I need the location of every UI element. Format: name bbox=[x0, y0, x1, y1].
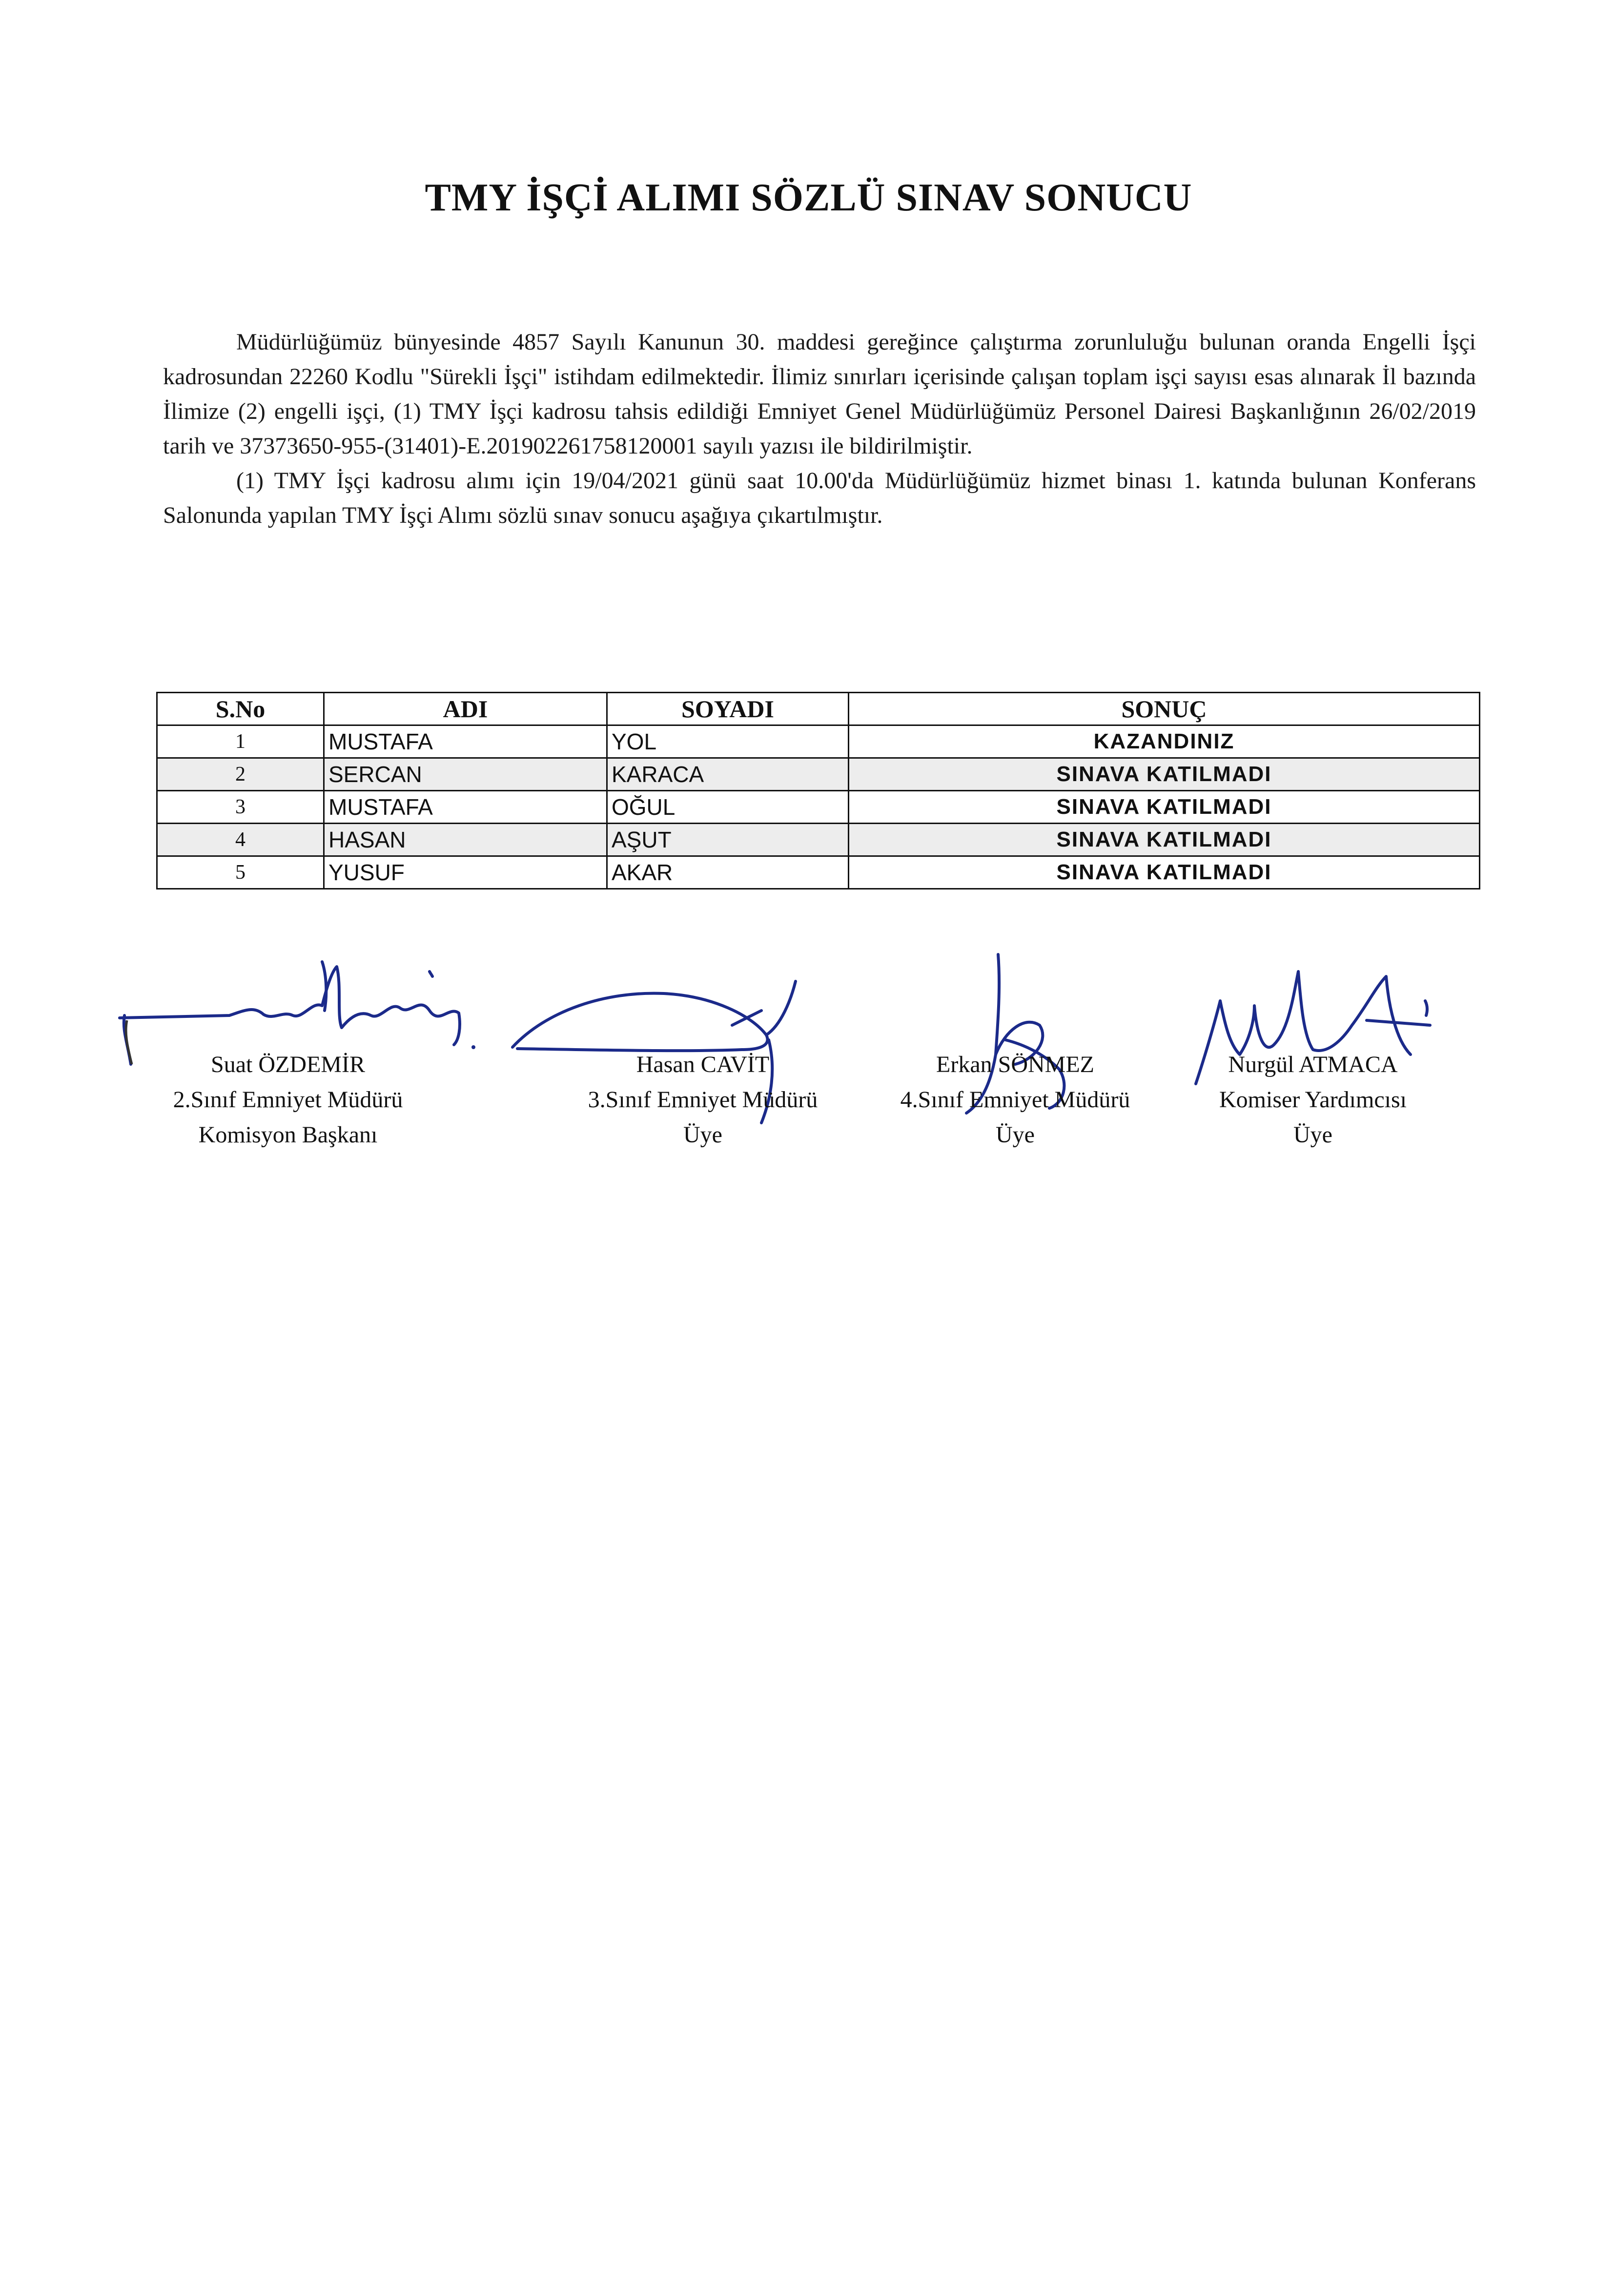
table-row bbox=[157, 791, 1480, 824]
signatory-rank: Komiser Yardımcısı bbox=[1219, 1087, 1407, 1113]
table-row bbox=[157, 824, 1480, 856]
cell-sno: 3 bbox=[157, 791, 324, 824]
signatory-2 bbox=[552, 1047, 854, 1153]
signatory-3 bbox=[864, 1047, 1167, 1153]
signatory-rank: 3.Sınıf Emniyet Müdürü bbox=[588, 1087, 818, 1113]
table-header-row bbox=[157, 693, 1480, 725]
document-body bbox=[163, 325, 1476, 533]
signatory-4 bbox=[1162, 1047, 1464, 1153]
cell-name: HASAN bbox=[324, 824, 607, 856]
cell-result: SINAVA KATILMADI bbox=[849, 824, 1480, 856]
signatory-name: Suat ÖZDEMİR bbox=[211, 1052, 365, 1077]
cell-name: MUSTAFA bbox=[324, 725, 607, 758]
results-table bbox=[156, 692, 1480, 889]
signature-block bbox=[0, 942, 1617, 1177]
cell-name: SERCAN bbox=[324, 758, 607, 791]
cell-surname: KARACA bbox=[607, 758, 849, 791]
signatory-name: Nurgül ATMACA bbox=[1228, 1052, 1398, 1077]
signatory-name: Hasan CAVİT bbox=[636, 1052, 770, 1077]
signature-1 bbox=[120, 967, 460, 1045]
body-paragraph: Müdürlüğümüz bünyesinde 4857 Sayılı Kanunun 30. maddesi gereğince çalıştırma zorunluluğu bulunan oranda Engelli İşçi kadrosundan 22260 Kodlu "Sürekli İşçi" istihdam edilmektedir. İlimiz sınırları içerisinde çalışan toplam işçi sayısı esas alınarak İl bazında İlimize (2) engelli işçi, (1) TMY İşçi kadrosu tahsis edildiği Emniyet Genel Müdürlüğümüz Personel Dairesi Başkanlığının 26/02/2019 tarih ve 37373650-955-(31401)-E.201902261758120001 sayılı yazısı ile bildirilmiştir. bbox=[163, 329, 1476, 459]
signatory-role: Üye bbox=[683, 1122, 722, 1148]
signature-2 bbox=[512, 981, 796, 1051]
cell-result: SINAVA KATILMADI bbox=[849, 791, 1480, 824]
table-row bbox=[157, 856, 1480, 889]
cell-surname: OĞUL bbox=[607, 791, 849, 824]
cell-surname: AKAR bbox=[607, 856, 849, 889]
signatory-name: Erkan SÖNMEZ bbox=[936, 1052, 1094, 1077]
cell-surname: YOL bbox=[607, 725, 849, 758]
cell-sno: 5 bbox=[157, 856, 324, 889]
cell-name: YUSUF bbox=[324, 856, 607, 889]
signatory-rank: 2.Sınıf Emniyet Müdürü bbox=[173, 1087, 403, 1113]
cell-surname: AŞUT bbox=[607, 824, 849, 856]
cell-result: SINAVA KATILMADI bbox=[849, 856, 1480, 889]
cell-sno: 4 bbox=[157, 824, 324, 856]
signatory-rank: 4.Sınıf Emniyet Müdürü bbox=[900, 1087, 1130, 1113]
body-paragraph: (1) TMY İşçi kadrosu alımı için 19/04/2021 günü saat 10.00'da Müdürlüğümüz hizmet binası 1. katında bulunan Konferans Salonunda yapılan TMY İşçi Alımı sözlü sınav sonucu aşağıya çıkartılmıştır. bbox=[163, 468, 1476, 528]
signatory-role: Üye bbox=[996, 1122, 1035, 1148]
cell-sno: 2 bbox=[157, 758, 324, 791]
cell-result: KAZANDINIZ bbox=[849, 725, 1480, 758]
header-result: SONUÇ bbox=[849, 693, 1480, 725]
table-row bbox=[157, 758, 1480, 791]
cell-sno: 1 bbox=[157, 725, 324, 758]
signatory-1 bbox=[137, 1047, 439, 1153]
table-row bbox=[157, 725, 1480, 758]
header-name: ADI bbox=[324, 693, 607, 725]
document-title: TMY İŞÇİ ALIMI SÖZLÜ SINAV SONUCU bbox=[425, 176, 1192, 219]
header-sno: S.No bbox=[157, 693, 324, 725]
cell-name: MUSTAFA bbox=[324, 791, 607, 824]
header-surname: SOYADI bbox=[607, 693, 849, 725]
cell-result: SINAVA KATILMADI bbox=[849, 758, 1480, 791]
signatory-role: Komisyon Başkanı bbox=[198, 1122, 378, 1148]
signatory-role: Üye bbox=[1293, 1122, 1332, 1148]
